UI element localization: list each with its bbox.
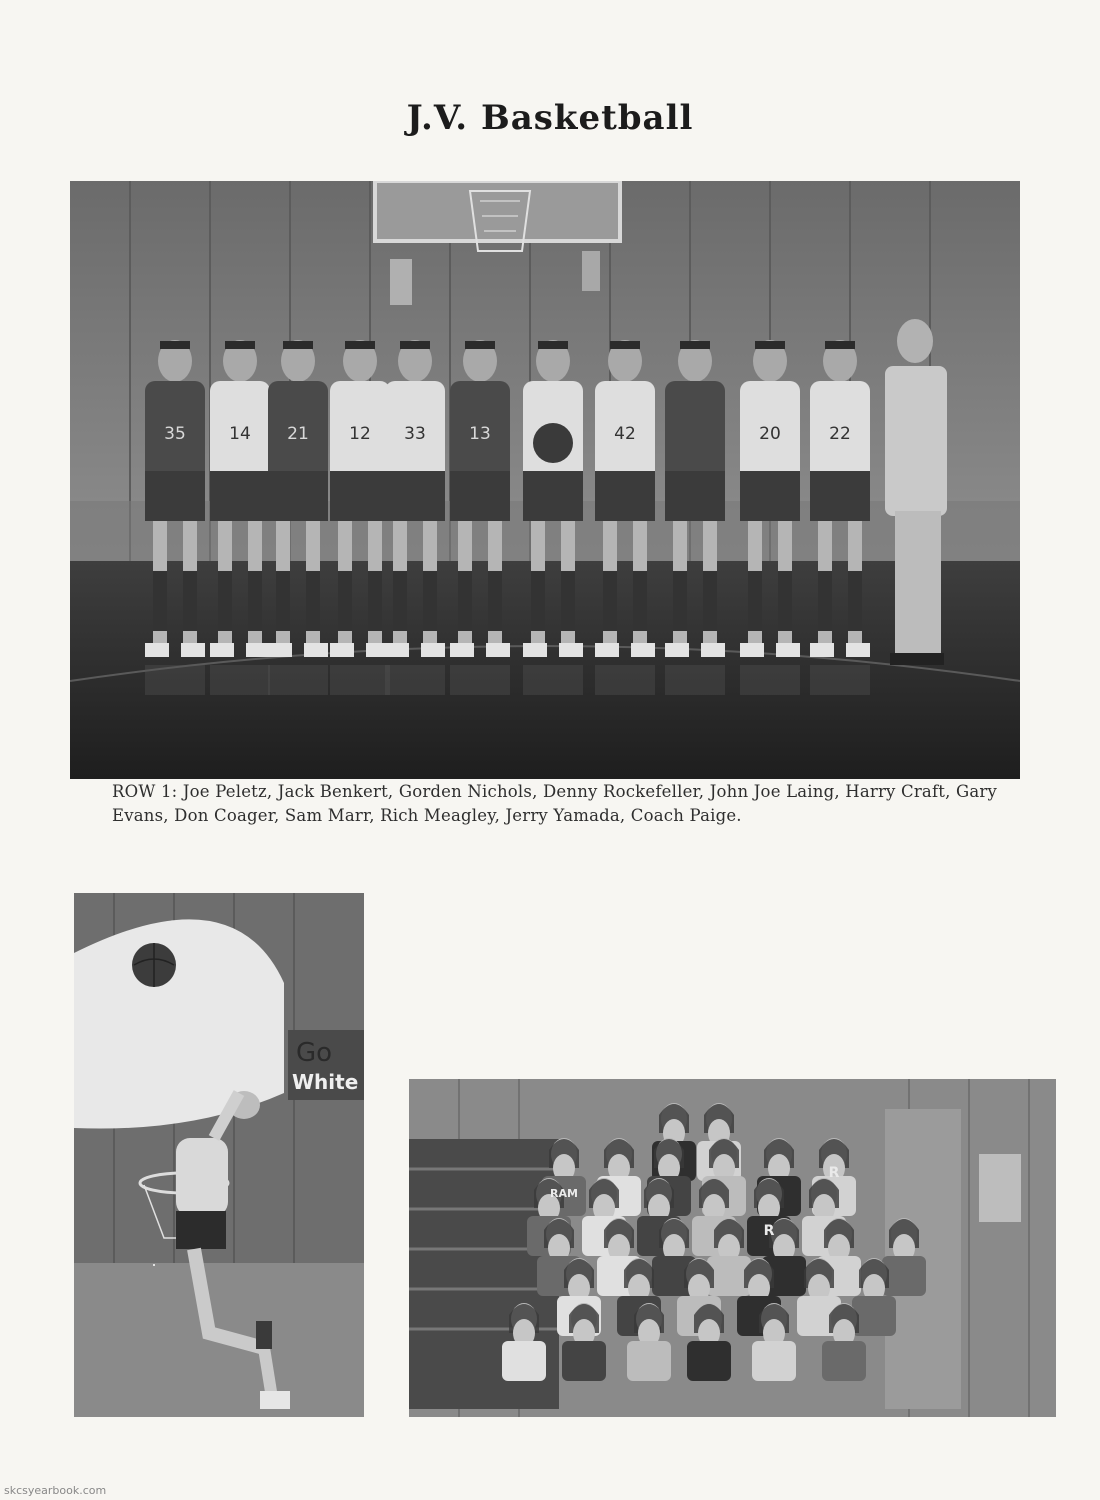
jersey-number: 12 <box>349 424 371 444</box>
sweater-letter: R <box>828 1165 840 1181</box>
dunk-photo-image <box>74 893 364 1417</box>
team-caption: ROW 1: Joe Peletz, Jack Benkert, Gorden Nichols, Denny Rockefeller, John Joe Laing, Harry Craft, Gary Evans, Don Coager, Sam Marr, Rich Meagley, Jerry Yamada, Coach Paige. <box>112 782 998 825</box>
dunk-banner-go: Go <box>296 1038 333 1068</box>
jersey-number: 13 <box>469 424 491 444</box>
jersey-number: 33 <box>404 424 426 444</box>
jersey-number: 20 <box>759 424 781 444</box>
jersey-number: 21 <box>287 424 309 444</box>
dunk-photo <box>74 893 364 1417</box>
sweater-letter: R <box>763 1223 775 1239</box>
team-photo <box>70 181 1020 779</box>
cheer-photo-image <box>409 1079 1056 1417</box>
cheer-photo <box>409 1079 1056 1417</box>
page-title: J.V. Basketball <box>406 98 694 138</box>
sweater-letter: RAM <box>550 1187 578 1200</box>
jersey-number: 35 <box>164 424 186 444</box>
jersey-number: 22 <box>829 424 851 444</box>
jersey-number: 42 <box>614 424 636 444</box>
jersey-number: 14 <box>229 424 251 444</box>
team-photo-image <box>70 181 1020 779</box>
dunk-banner-white: White <box>292 1070 359 1094</box>
watermark: skcsyearbook.com <box>4 1484 107 1497</box>
basketball <box>533 423 573 463</box>
